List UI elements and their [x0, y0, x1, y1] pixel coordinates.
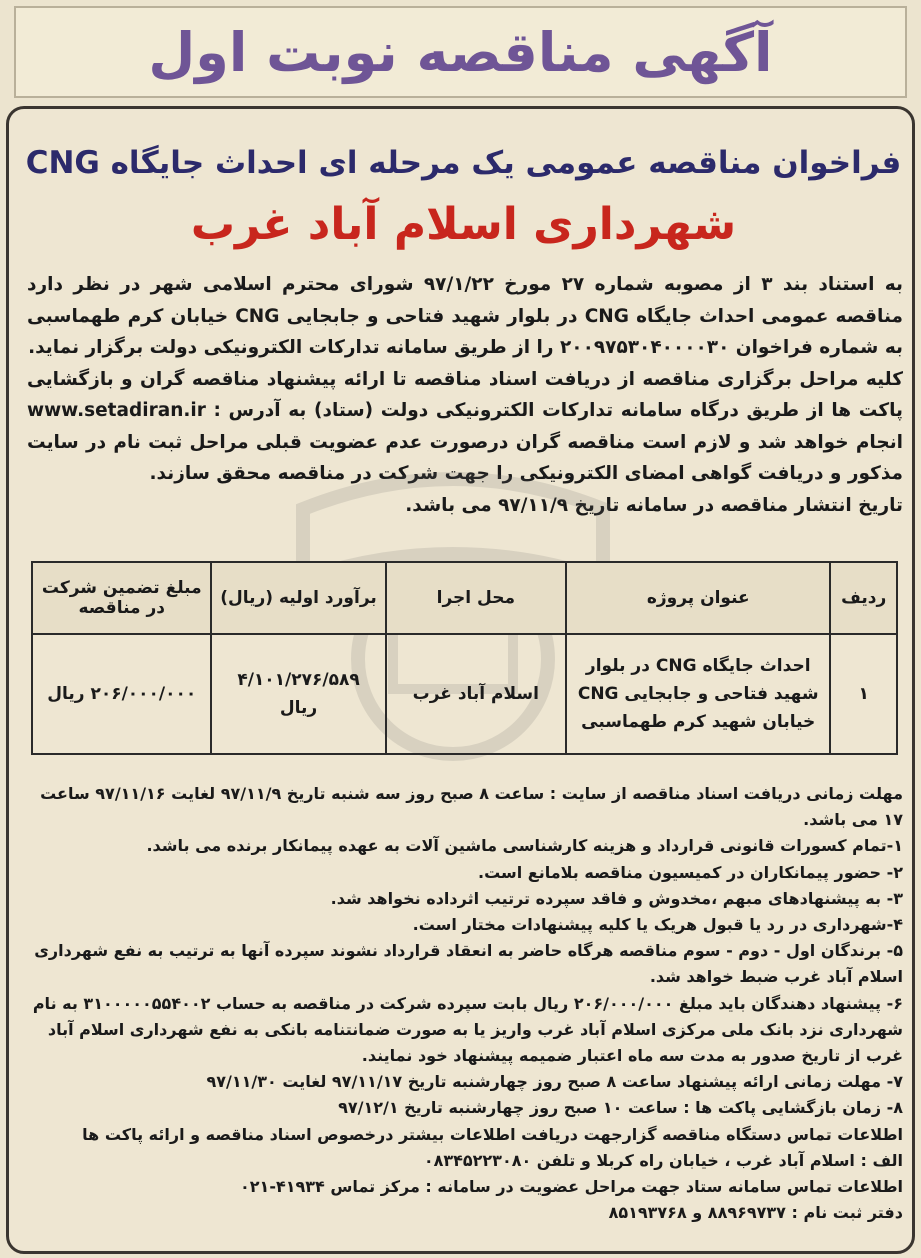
condition-item-8: ۸- زمان بازگشایی پاکت ها : ساعت ۱۰ صبح روز چهارشنبه تاریخ ۹۷/۱۲/۱ — [338, 1098, 903, 1118]
conditions-section — [27, 781, 903, 1226]
organization-name: شهرداری اسلام آباد غرب — [190, 199, 737, 250]
condition-item-6: ۶- پیشنهاد دهندگان باید مبلغ ۲۰۶/۰۰۰/۰۰۰ ریال بابت سپرده شرکت در مناقصه به حساب ۳۱۰۰۰۰۰۵۵۴۰۰۲ به نام شهرداری نزد بانک ملی مرکزی اسلام آباد غرب واریز یا به صورت ضمانتنامه بانکی به نفع شهرداری اسلام آباد غرب از تاریخ صدور به مدت سه ماه اعتبار ضمیمه پیشنهاد خود نمایند. — [32, 993, 903, 1066]
condition-item-1: ۱-تمام کسورات قانونی قرارداد و هزینه کارشناسی ماشین آلات به عهده پیمانکار برنده می باشد. — [146, 836, 903, 856]
condition-item-4: ۴-شهرداری در رد یا قبول هریک یا کلیه پیشنهادات مختار است. — [412, 915, 903, 935]
intro-paragraph-1: به استناد بند ۳ از مصوبه شماره ۲۷ مورخ ۹۷/۱/۲۲ شورای محترم اسلامی شهر در نظر دارد مناقصه عمومی احداث جایگاه CNG در بلوار شهید فتاحی و جابجایی CNG خیابان کرم طهماسبی به شماره فراخوان ۲۰۰۹۷۵۳۰۴۰۰۰۰۳۰ را از طریق سامانه تدارکات الکترونیکی دولت برگزار نماید. — [27, 274, 903, 358]
condition-item-2: ۲- حضور پیمانکاران در کمیسیون مناقصه بلامانع است. — [478, 862, 903, 882]
tender-headline: فراخوان مناقصه عمومی یک مرحله ای احداث جایگاه CNG — [25, 145, 902, 181]
notice-frame — [6, 106, 915, 1254]
condition-item-5: ۵- برندگان اول - دوم - سوم مناقصه هرگاه حاضر به انعقاد قرارداد نشوند سپرده آنها به ترتیب به نفع شهرداری اسلام آباد غرب ضبط خواهد شد. — [34, 941, 903, 987]
cell-guarantee: ۲۰۶/۰۰۰/۰۰۰ ریال — [32, 634, 211, 754]
cell-row-no: ۱ — [830, 634, 897, 754]
setad-contact: اطلاعات تماس سامانه ستاد جهت مراحل عضویت در سامانه : مرکز تماس ۴۱۹۳۴-۰۲۱ — [240, 1177, 903, 1197]
contact-address: الف : اسلام آباد غرب ، خیابان راه کربلا و تلفن ۰۸۳۴۵۲۲۳۰۸۰ — [423, 1150, 903, 1170]
intro-paragraph-2: کلیه مراحل برگزاری مناقصه از دریافت اسناد مناقصه تا ارائه پیشنهاد مناقصه گران و بازگشایی پاکت ها از طریق درگاه سامانه تدارکات الکترونیکی دولت (ستاد) به آدرس : www.setadiran.ir انجام خواهد شد و لازم است مناقصه گران درصورت عدم عضویت قبلی مراحل ثبت نام در سایت مذکور و دریافت گواهی امضای الکترونیکی را جهت شرکت در مناقصه محقق سازند. — [27, 368, 903, 484]
contact-intro: اطلاعات تماس دستگاه مناقصه گزارجهت دریافت اطلاعات بیشتر درخصوص اسناد مناقصه و ارائه پاکت ها — [82, 1124, 903, 1144]
col-project: عنوان پروژه — [566, 562, 830, 634]
document-deadline: مهلت زمانی دریافت اسناد مناقصه از سایت : ساعت ۸ صبح روز سه شنبه تاریخ ۹۷/۱۱/۹ لغایت ۹۷/۱۱/۱۶ ساعت ۱۷ می باشد. — [40, 784, 903, 830]
banner-title: آگهی مناقصه نوبت اول — [148, 20, 773, 84]
col-guarantee: مبلغ تضمین شرکت در مناقصه — [32, 562, 211, 634]
cell-project: احداث جایگاه CNG در بلوار شهید فتاحی و جابجایی CNG خیابان شهید کرم طهماسبی — [566, 634, 830, 754]
col-estimate: برآورد اولیه (ریال) — [211, 562, 385, 634]
col-location: محل اجرا — [386, 562, 567, 634]
intro-section — [27, 269, 903, 521]
registration-office: دفتر ثبت نام : ۸۸۹۶۹۷۳۷ و ۸۵۱۹۳۷۶۸ — [608, 1203, 903, 1223]
col-row-no: ردیف — [830, 562, 897, 634]
condition-item-7: ۷- مهلت زمانی ارائه پیشنهاد ساعت ۸ صبح روز چهارشنبه تاریخ ۹۷/۱۱/۱۷ لغایت ۹۷/۱۱/۳۰ — [206, 1072, 903, 1092]
cell-estimate: ۴/۱۰۱/۲۷۶/۵۸۹ ریال — [211, 634, 385, 754]
publish-date: تاریخ انتشار مناقصه در سامانه تاریخ ۹۷/۱۱/۹ می باشد. — [405, 494, 903, 516]
table-row — [32, 634, 897, 754]
notice-banner — [14, 6, 907, 98]
condition-item-3: ۳- به پیشنهادهای مبهم ،مخدوش و فاقد سپرده ترتیب اثرداده نخواهد شد. — [330, 888, 903, 908]
table-header-row — [32, 562, 897, 634]
cell-location: اسلام آباد غرب — [386, 634, 567, 754]
tender-table — [31, 561, 898, 755]
